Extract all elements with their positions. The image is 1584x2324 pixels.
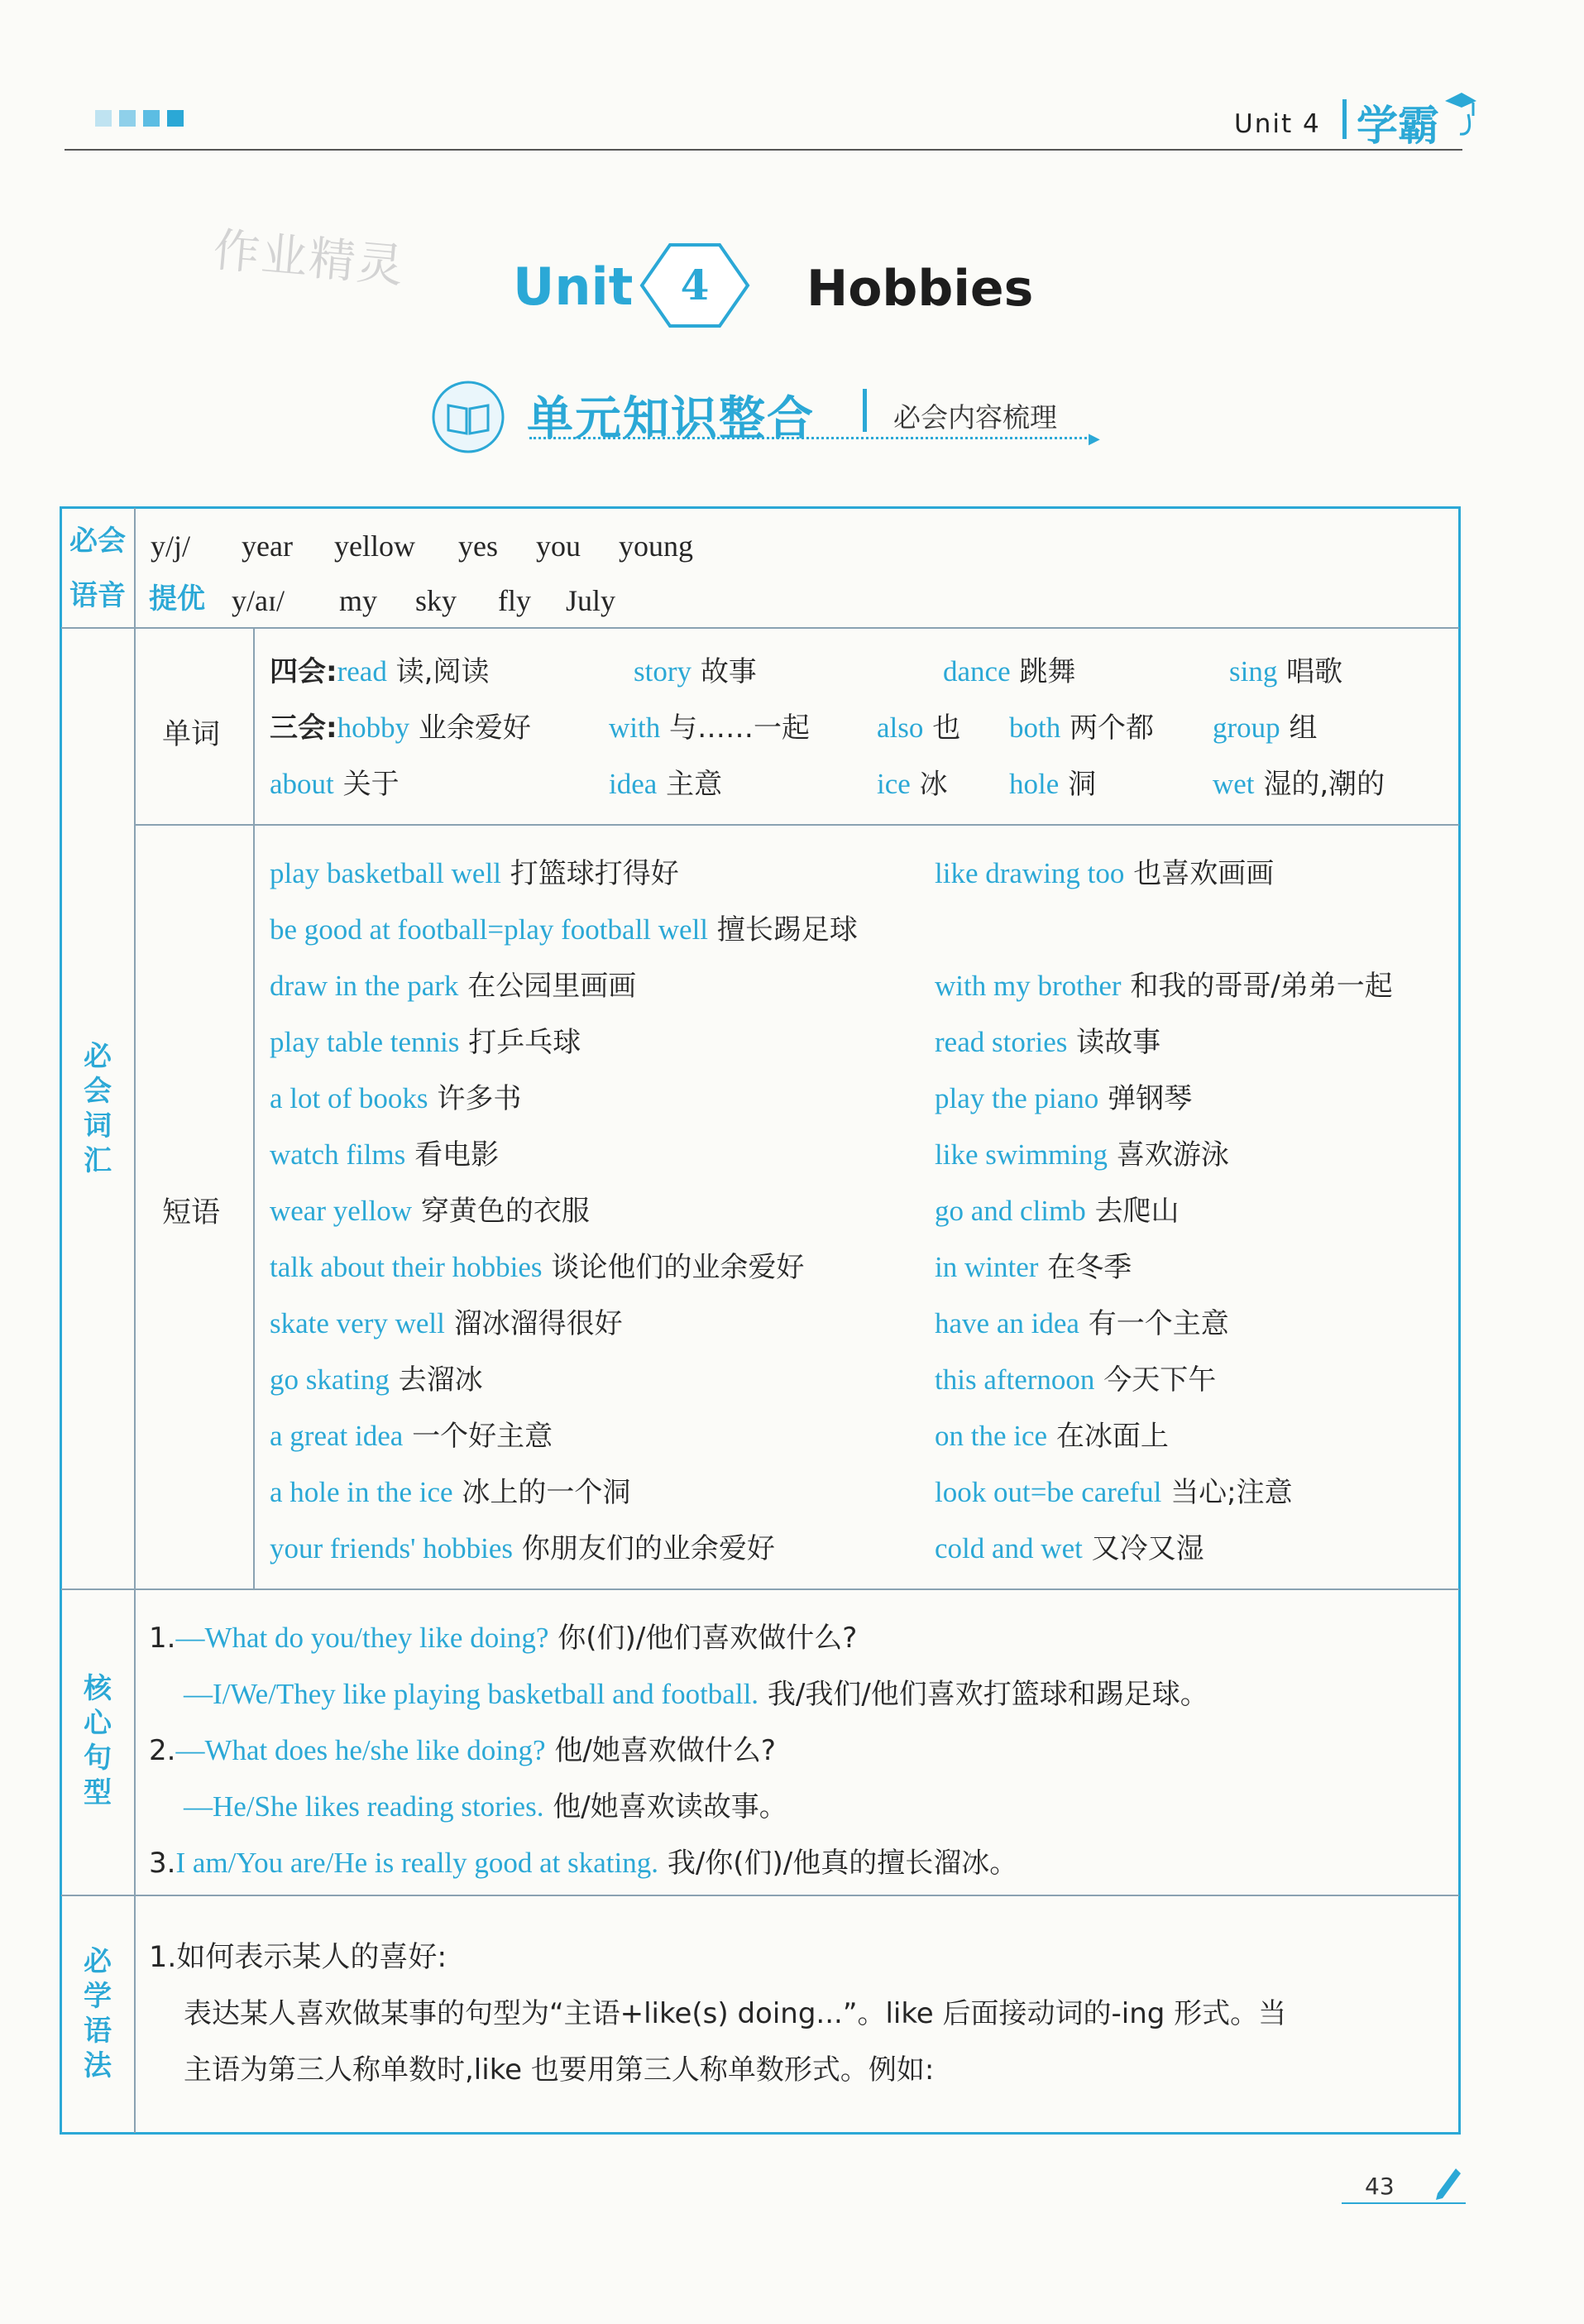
sentence-item: 1.—What do you/they like doing? 你(们)/他们喜欢做什么? xyxy=(149,1622,858,1655)
graduation-cap-icon xyxy=(1443,86,1478,136)
phrase-item: like drawing too 也喜欢画画 xyxy=(935,857,1275,890)
sentences-label: 核 心 句 型 xyxy=(84,1672,112,1809)
grammar-label: 必 学 语 法 xyxy=(84,1945,112,2082)
header-rule xyxy=(65,149,1462,151)
word-entry: wet 湿的,潮的 xyxy=(1213,768,1385,801)
vocab-label: 必 会 词 汇 xyxy=(84,1040,112,1177)
phrase-item: go and climb 去爬山 xyxy=(935,1195,1180,1228)
page-number: 43 xyxy=(1365,2173,1395,2200)
phrase-item: this afternoon 今天下午 xyxy=(935,1363,1217,1397)
phonics-word: yellow xyxy=(334,529,415,563)
phrase-item: play basketball well 打篮球打得好 xyxy=(270,857,679,890)
word-entry: sing 唱歌 xyxy=(1229,655,1343,688)
word-entry: also 也 xyxy=(877,712,961,745)
word-entry: both 两个都 xyxy=(1009,712,1155,745)
phonics-word: you xyxy=(536,529,581,563)
phrase-item: in winter 在冬季 xyxy=(935,1251,1132,1284)
phrase-item: play table tennis 打乒乓球 xyxy=(270,1026,581,1059)
section-divider xyxy=(863,389,867,432)
phrase-item: draw in the park 在公园里画画 xyxy=(270,970,637,1003)
sentence-item: 2.—What does he/she like doing? 他/她喜欢做什么? xyxy=(149,1734,776,1767)
words-label: 单词 xyxy=(162,718,221,751)
sentence-item: 3.I am/You are/He is really good at skating. 我/你(们)/他真的擅长溜冰。 xyxy=(149,1847,1018,1880)
phrases-label: 短语 xyxy=(162,1196,221,1229)
title-unit-word: Unit xyxy=(513,256,634,317)
phrase-item: like swimming 喜欢游泳 xyxy=(935,1138,1229,1172)
brand-logo: 学霸 xyxy=(1357,102,1439,150)
page-number-rule xyxy=(1342,2202,1466,2204)
row-divider xyxy=(61,1895,1459,1896)
word-entry: idea 主意 xyxy=(609,768,723,801)
phrase-item: a lot of books 许多书 xyxy=(270,1082,522,1115)
pencil-icon xyxy=(1431,2163,1464,2200)
word-entry: group 组 xyxy=(1213,712,1318,745)
phrase-item: be good at football=play football well 擅长踢足球 xyxy=(270,913,858,946)
section-underline xyxy=(529,437,1092,439)
row-divider xyxy=(61,1588,1459,1590)
sentence-item: —I/We/They like playing basketball and football. 我/我们/他们喜欢打篮球和踢足球。 xyxy=(184,1678,1208,1711)
word-entry: 四会:read 读,阅读 xyxy=(270,655,490,688)
phrase-item: a hole in the ice 冰上的一个洞 xyxy=(270,1476,631,1509)
row-divider xyxy=(61,627,1459,629)
unit-topic: Hobbies xyxy=(806,260,1034,318)
phrase-item: a great idea 一个好主意 xyxy=(270,1420,553,1453)
unit-number: 4 xyxy=(680,261,710,309)
phonics-sound: y/j/ xyxy=(151,529,191,563)
phrase-item: skate very well 溜冰溜得很好 xyxy=(270,1307,623,1340)
arrow-right-icon: ▶ xyxy=(1089,430,1100,448)
phrase-item: talk about their hobbies 谈论他们的业余爱好 xyxy=(270,1251,805,1284)
phrase-item: watch films 看电影 xyxy=(270,1138,500,1172)
phrase-item: read stories 读故事 xyxy=(935,1026,1161,1059)
section-title: 单元知识整合 xyxy=(527,392,815,446)
column-divider xyxy=(134,508,136,2133)
header-unit: Unit 4 xyxy=(1234,109,1321,139)
phonics-label-top: 必会 xyxy=(69,525,126,558)
phonics-word: yes xyxy=(458,529,498,563)
word-entry: with 与……一起 xyxy=(609,712,811,745)
phrase-item: with my brother 和我的哥哥/弟弟一起 xyxy=(935,970,1393,1003)
phonics-word: sky xyxy=(415,584,457,617)
phrase-item: wear yellow 穿黄色的衣服 xyxy=(270,1195,590,1228)
phonics-label-bottom: 语音 xyxy=(69,579,126,612)
phrase-item: play the piano 弹钢琴 xyxy=(935,1082,1193,1115)
phrase-item: cold and wet 又冷又湿 xyxy=(935,1532,1204,1565)
phrase-item: look out=be careful 当心;注意 xyxy=(935,1476,1293,1509)
word-entry: 三会:hobby 业余爱好 xyxy=(270,712,531,745)
word-entry: ice 冰 xyxy=(877,768,948,801)
phrase-item: have an idea 有一个主意 xyxy=(935,1307,1229,1340)
word-entry: about 关于 xyxy=(270,768,400,801)
row-divider xyxy=(136,824,1459,826)
unit-number-badge xyxy=(637,240,753,331)
phonics-word: young xyxy=(619,529,693,563)
grammar-heading: 1.如何表示某人的喜好: xyxy=(149,1941,447,1974)
word-entry: dance 跳舞 xyxy=(943,655,1076,688)
phonics-word: fly xyxy=(498,584,531,617)
word-entry: story 故事 xyxy=(634,655,757,688)
phonics-sound: y/aɪ/ xyxy=(232,584,285,617)
phonics-word: July xyxy=(566,584,616,617)
phrase-item: your friends' hobbies 你朋友们的业余爱好 xyxy=(270,1532,775,1565)
word-entry: hole 洞 xyxy=(1009,768,1097,801)
header-decoration xyxy=(95,110,184,127)
grammar-text: 主语为第三人称单数时,like 也要用第三人称单数形式。例如: xyxy=(184,2053,935,2087)
advanced-tag: 提优 xyxy=(149,582,205,616)
sentence-item: —He/She likes reading stories. 他/她喜欢读故事。 xyxy=(184,1790,787,1823)
column-divider xyxy=(253,629,255,1588)
section-subtitle: 必会内容梳理 xyxy=(893,401,1057,434)
phonics-word: year xyxy=(242,529,293,563)
phrase-item: on the ice 在冰面上 xyxy=(935,1420,1169,1453)
book-icon xyxy=(430,379,506,455)
phrase-item: go skating 去溜冰 xyxy=(270,1363,483,1397)
phonics-word: my xyxy=(339,584,378,617)
grammar-text: 表达某人喜欢做某事的句型为“主语+like(s) doing...”。like 后面接动词的-ing 形式。当 xyxy=(184,1997,1287,2030)
watermark: 作业精灵 xyxy=(211,223,407,294)
header-divider xyxy=(1342,99,1347,139)
